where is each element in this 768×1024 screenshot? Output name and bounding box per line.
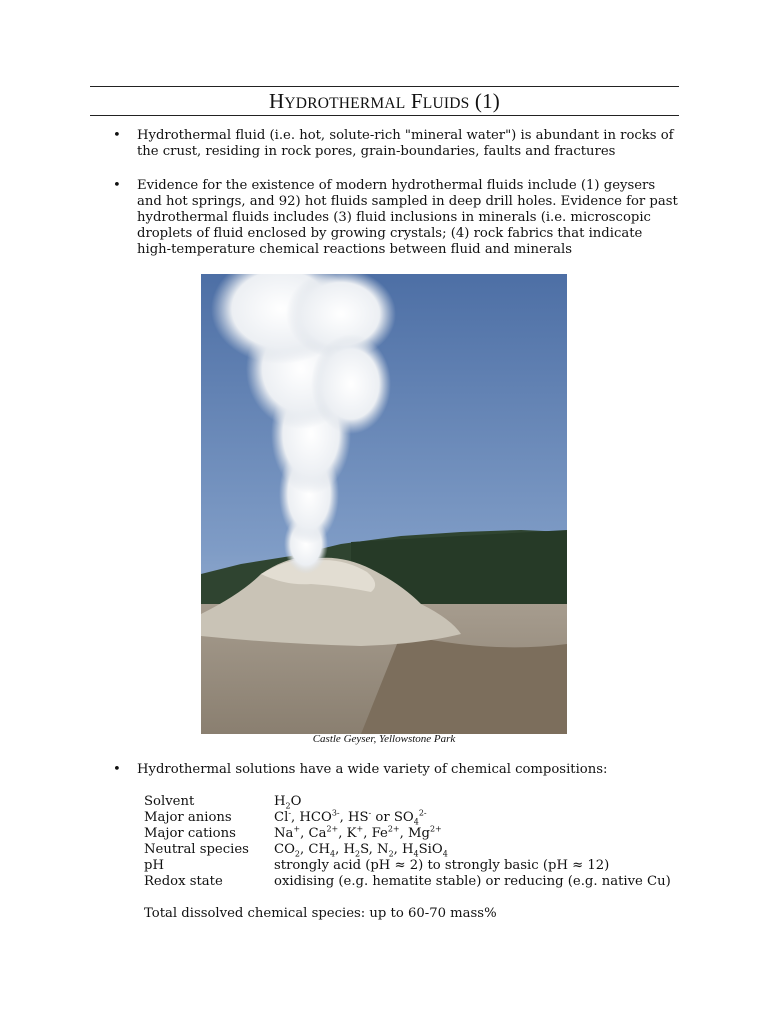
bullet-marker: • xyxy=(113,128,121,143)
title-initial: H xyxy=(269,88,285,113)
geyser-photo xyxy=(201,274,567,734)
composition-value: oxidising (e.g. hematite stable) or reducing (e.g. native Cu) xyxy=(274,874,671,889)
title-block xyxy=(90,86,679,116)
total-dissolved-text: Total dissolved chemical species: up to 60-70 mass% xyxy=(144,906,497,921)
composition-value: $CO_2$, $CH_4$, $H_2S$, $N_2$, $H_4SiO_4$ xyxy=(274,842,448,859)
composition-row xyxy=(144,858,671,874)
composition-value: Na+, $Ca^{2+}$, K+, $Fe^{2+}$, $Mg^{2+}$ xyxy=(274,824,442,841)
bullet-marker: • xyxy=(113,762,121,777)
composition-label: Solvent xyxy=(144,794,195,809)
bullet-text: Hydrothermal solutions have a wide variety of chemical compositions: xyxy=(137,762,608,777)
composition-row xyxy=(144,826,671,842)
bullet-item xyxy=(113,762,679,778)
composition-label: pH xyxy=(144,858,164,873)
bullet-text: Evidence for the existence of modern hydrothermal fluids include (1) geysers and hot springs, and 92) hot fluids sampled in deep drill holes. Evidence for past hydrothermal fluids includes (3) fluid inclusions in minerals (i.e. microscopic droplets of fluid enclosed by growing crystals; (4) rock fabrics that indicate high-temperature chemical reactions between fluid and minerals xyxy=(137,178,678,257)
composition-row xyxy=(144,874,671,890)
page-title xyxy=(269,88,500,113)
composition-label: Major anions xyxy=(144,810,232,825)
composition-value: $H_2O$ xyxy=(274,794,302,811)
composition-row xyxy=(144,842,671,858)
composition-label: Major cations xyxy=(144,826,236,841)
composition-row xyxy=(144,794,671,810)
composition-label: Neutral species xyxy=(144,842,249,857)
composition-value: strongly acid (pH ≈ 2) to strongly basic (pH ≈ 12) xyxy=(274,858,610,873)
title-initial2: F xyxy=(410,88,423,113)
composition-row xyxy=(144,810,671,826)
bullet-marker: • xyxy=(113,178,121,193)
title-word1: YDROTHERMAL xyxy=(284,94,406,112)
composition-table xyxy=(144,794,671,890)
title-number: (1) xyxy=(469,88,500,113)
title-word2: LUIDS xyxy=(422,94,470,112)
photo-caption: Castle Geyser, Yellowstone Park xyxy=(312,733,456,745)
composition-value: Cl-, $HCO^{3-}$, HS- or $SO_4^{2-}$ xyxy=(274,808,427,827)
bullet-item xyxy=(113,178,679,258)
bullet-text: Hydrothermal fluid (i.e. hot, solute-rich "mineral water") is abundant in rocks of the crust, residing in rock pores, grain-boundaries, faults and fractures xyxy=(137,128,674,159)
composition-label: Redox state xyxy=(144,874,223,889)
bullet-item xyxy=(113,128,679,160)
